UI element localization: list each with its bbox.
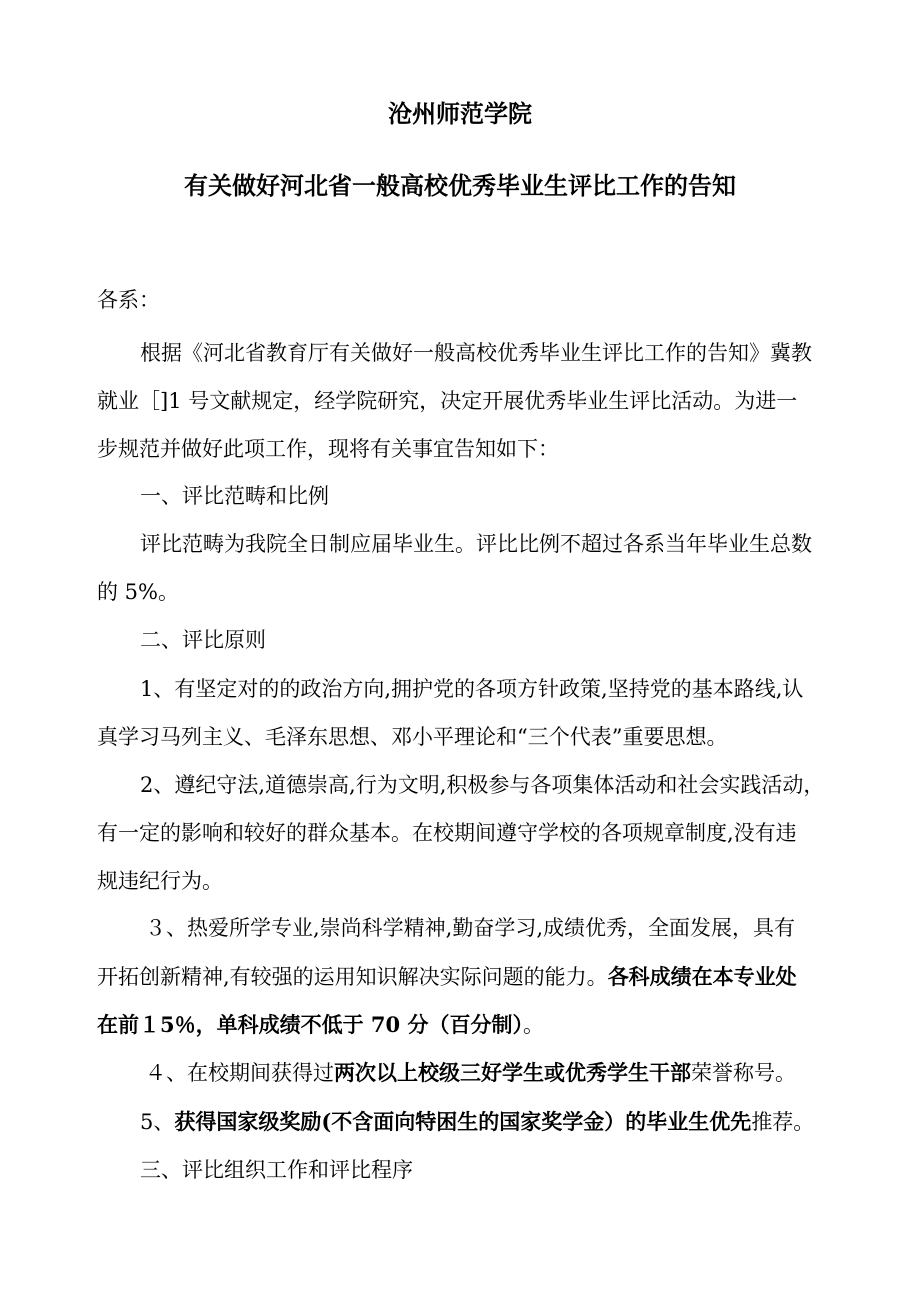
intro-line-2: 就业［]1 号文献规定，经学院研究，决定开展优秀毕业生评比活动。为进一 [97, 389, 798, 413]
item-3-line-3-end: 。 [522, 1013, 544, 1037]
item-4-suffix: 荣誉称号。 [691, 1061, 796, 1085]
item-3-line-2 [97, 962, 797, 992]
item-2-line-2: 有一定的影响和较好的群众基本。在校期间遵守学校的各项规章制度,没有违 [97, 821, 797, 845]
section-3-heading: 三、评比组织工作和评比程序 [140, 1158, 413, 1182]
item-5-bold: 获得国家级奖励(不含面向特困生的国家奖学金）的毕业生优先 [174, 1109, 752, 1134]
item-2-line-1: 2、遵纪守法,道德崇高,行为文明,积极参与各项集体活动和社会实践活动， [140, 773, 825, 797]
item-4-prefix: ４、在校期间获得过 [145, 1061, 334, 1085]
section-1-heading: 一、评比范畴和比例 [140, 484, 329, 508]
item-3-line-1: ３、热爱所学专业,崇尚科学精神,勤奋学习,成绩优秀，全面发展，具有 [145, 916, 796, 940]
section-2-heading: 二、评比原则 [140, 628, 266, 652]
item-5-suffix: 推荐。 [751, 1110, 815, 1134]
intro-line-3: 步规范并做好此项工作，现将有关事宜告知如下： [97, 437, 559, 461]
item-3-line-2-text: 开拓创新精神,有较强的运用知识解决实际问题的能力。 [97, 965, 608, 989]
intro-line-1: 根据《河北省教育厅有关做好一般高校优秀毕业生评比工作的告知》冀教 [140, 341, 812, 365]
item-5-prefix: 5、 [140, 1110, 175, 1134]
item-1-line-1: 1、有坚定对的的政治方向,拥护党的各项方针政策,坚持党的基本路线,认 [140, 677, 804, 701]
item-3-line-3 [97, 1010, 544, 1040]
item-5-line [140, 1107, 814, 1137]
section-1-body-line-2: 的 5%。 [97, 580, 179, 604]
salutation: 各系： [97, 288, 160, 312]
institution-name: 沧州师范学院 [388, 99, 532, 128]
item-2-line-3: 规违纪行为。 [97, 869, 223, 893]
notice-title: 有关做好河北省一般高校优秀毕业生评比工作的告知 [184, 171, 736, 200]
item-4-line [145, 1058, 796, 1088]
section-1-body-line-1: 评比范畴为我院全日制应届毕业生。评比比例不超过各系当年毕业生总数 [140, 532, 812, 556]
item-3-line-2-bold: 各科成绩在本专业处 [607, 964, 797, 989]
item-1-line-2: 真学习马列主义、毛泽东思想、邓小平理论和“三个代表”重要思想。 [97, 725, 728, 749]
item-3-line-3-bold: 在前１5％，单科成绩不低于 70 分（百分制） [97, 1012, 523, 1037]
item-4-bold: 两次以上校级三好学生或优秀学生干部 [334, 1060, 691, 1085]
